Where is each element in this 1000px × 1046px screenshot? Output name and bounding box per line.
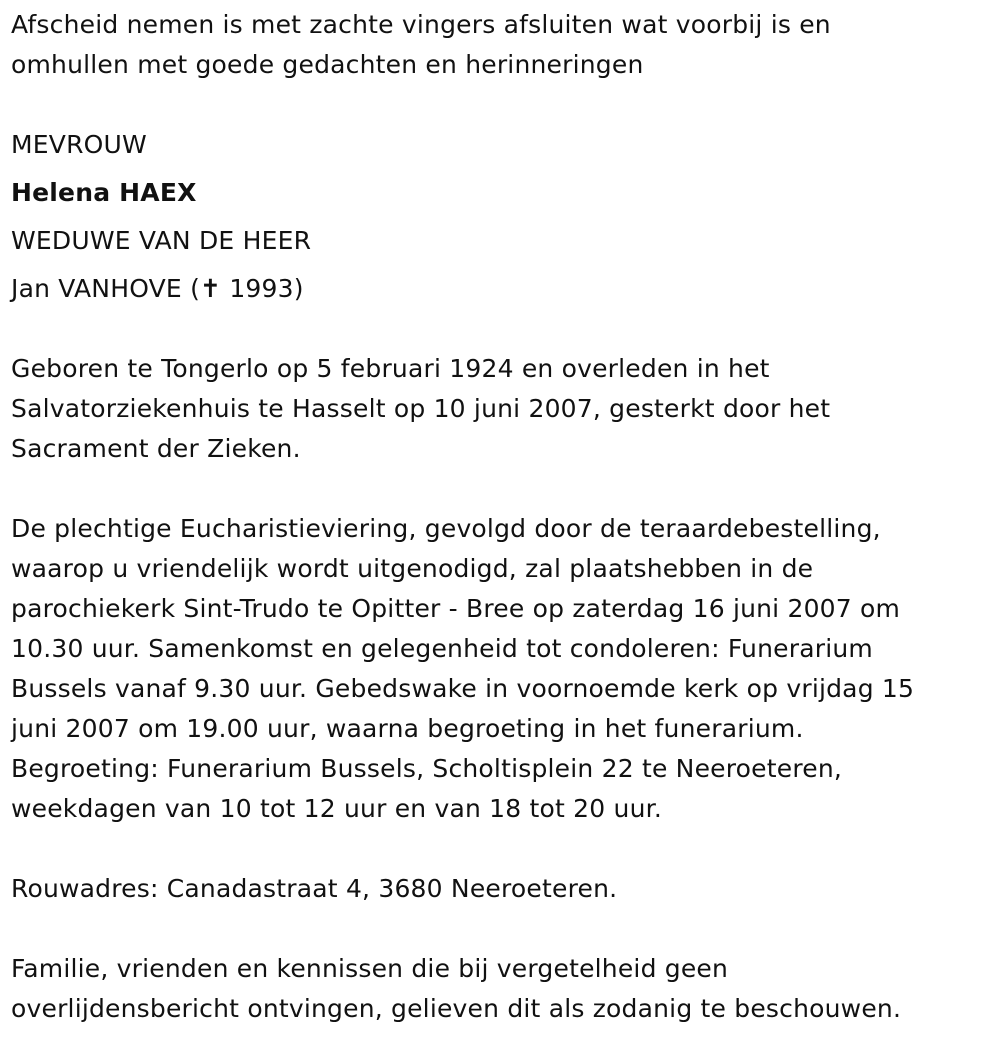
motto-line: Afscheid nemen is met zachte vingers afsluiten wat voorbij is en (11, 10, 831, 39)
ceremony-line: parochiekerk Sint-Trudo te Opitter - Bree op zaterdag 16 juni 2007 om (11, 594, 901, 623)
ceremony-line: Bussels vanaf 9.30 uur. Gebedswake in voornoemde kerk op vrijdag 15 (11, 674, 915, 703)
closing-line: overlijdensbericht ontvingen, gelieven dit als zodanig te beschouwen. (11, 994, 902, 1023)
deceased-name: Helena HAEX (11, 178, 197, 207)
mourning-address: Rouwadres: Canadastraat 4, 3680 Neeroeteren. (11, 874, 618, 903)
motto-line: omhullen met goede gedachten en herinneringen (11, 50, 644, 79)
ceremony-line: 10.30 uur. Samenkomst en gelegenheid tot condoleren: Funerarium (11, 634, 873, 663)
birth-death-line: Sacrament der Zieken. (11, 434, 301, 463)
ceremony-line: juni 2007 om 19.00 uur, waarna begroeting in het funerarium. (11, 714, 804, 743)
spouse-name: Jan VANHOVE (✝ 1993) (11, 274, 304, 303)
closing-line: Familie, vrienden en kennissen die bij vergetelheid geen (11, 954, 729, 983)
ceremony-line: Begroeting: Funerarium Bussels, Scholtisplein 22 te Neeroeteren, (11, 754, 843, 783)
ceremony-line: De plechtige Eucharistieviering, gevolgd door de teraardebestelling, (11, 514, 881, 543)
ceremony-line: weekdagen van 10 tot 12 uur en van 18 tot 20 uur. (11, 794, 662, 823)
birth-death-line: Salvatorziekenhuis te Hasselt op 10 juni 2007, gesterkt door het (11, 394, 831, 423)
deceased-title: MEVROUW (11, 130, 147, 159)
birth-death-line: Geboren te Tongerlo op 5 februari 1924 en overleden in het (11, 354, 770, 383)
ceremony-line: waarop u vriendelijk wordt uitgenodigd, zal plaatshebben in de (11, 554, 814, 583)
deceased-relation: WEDUWE VAN DE HEER (11, 226, 312, 255)
